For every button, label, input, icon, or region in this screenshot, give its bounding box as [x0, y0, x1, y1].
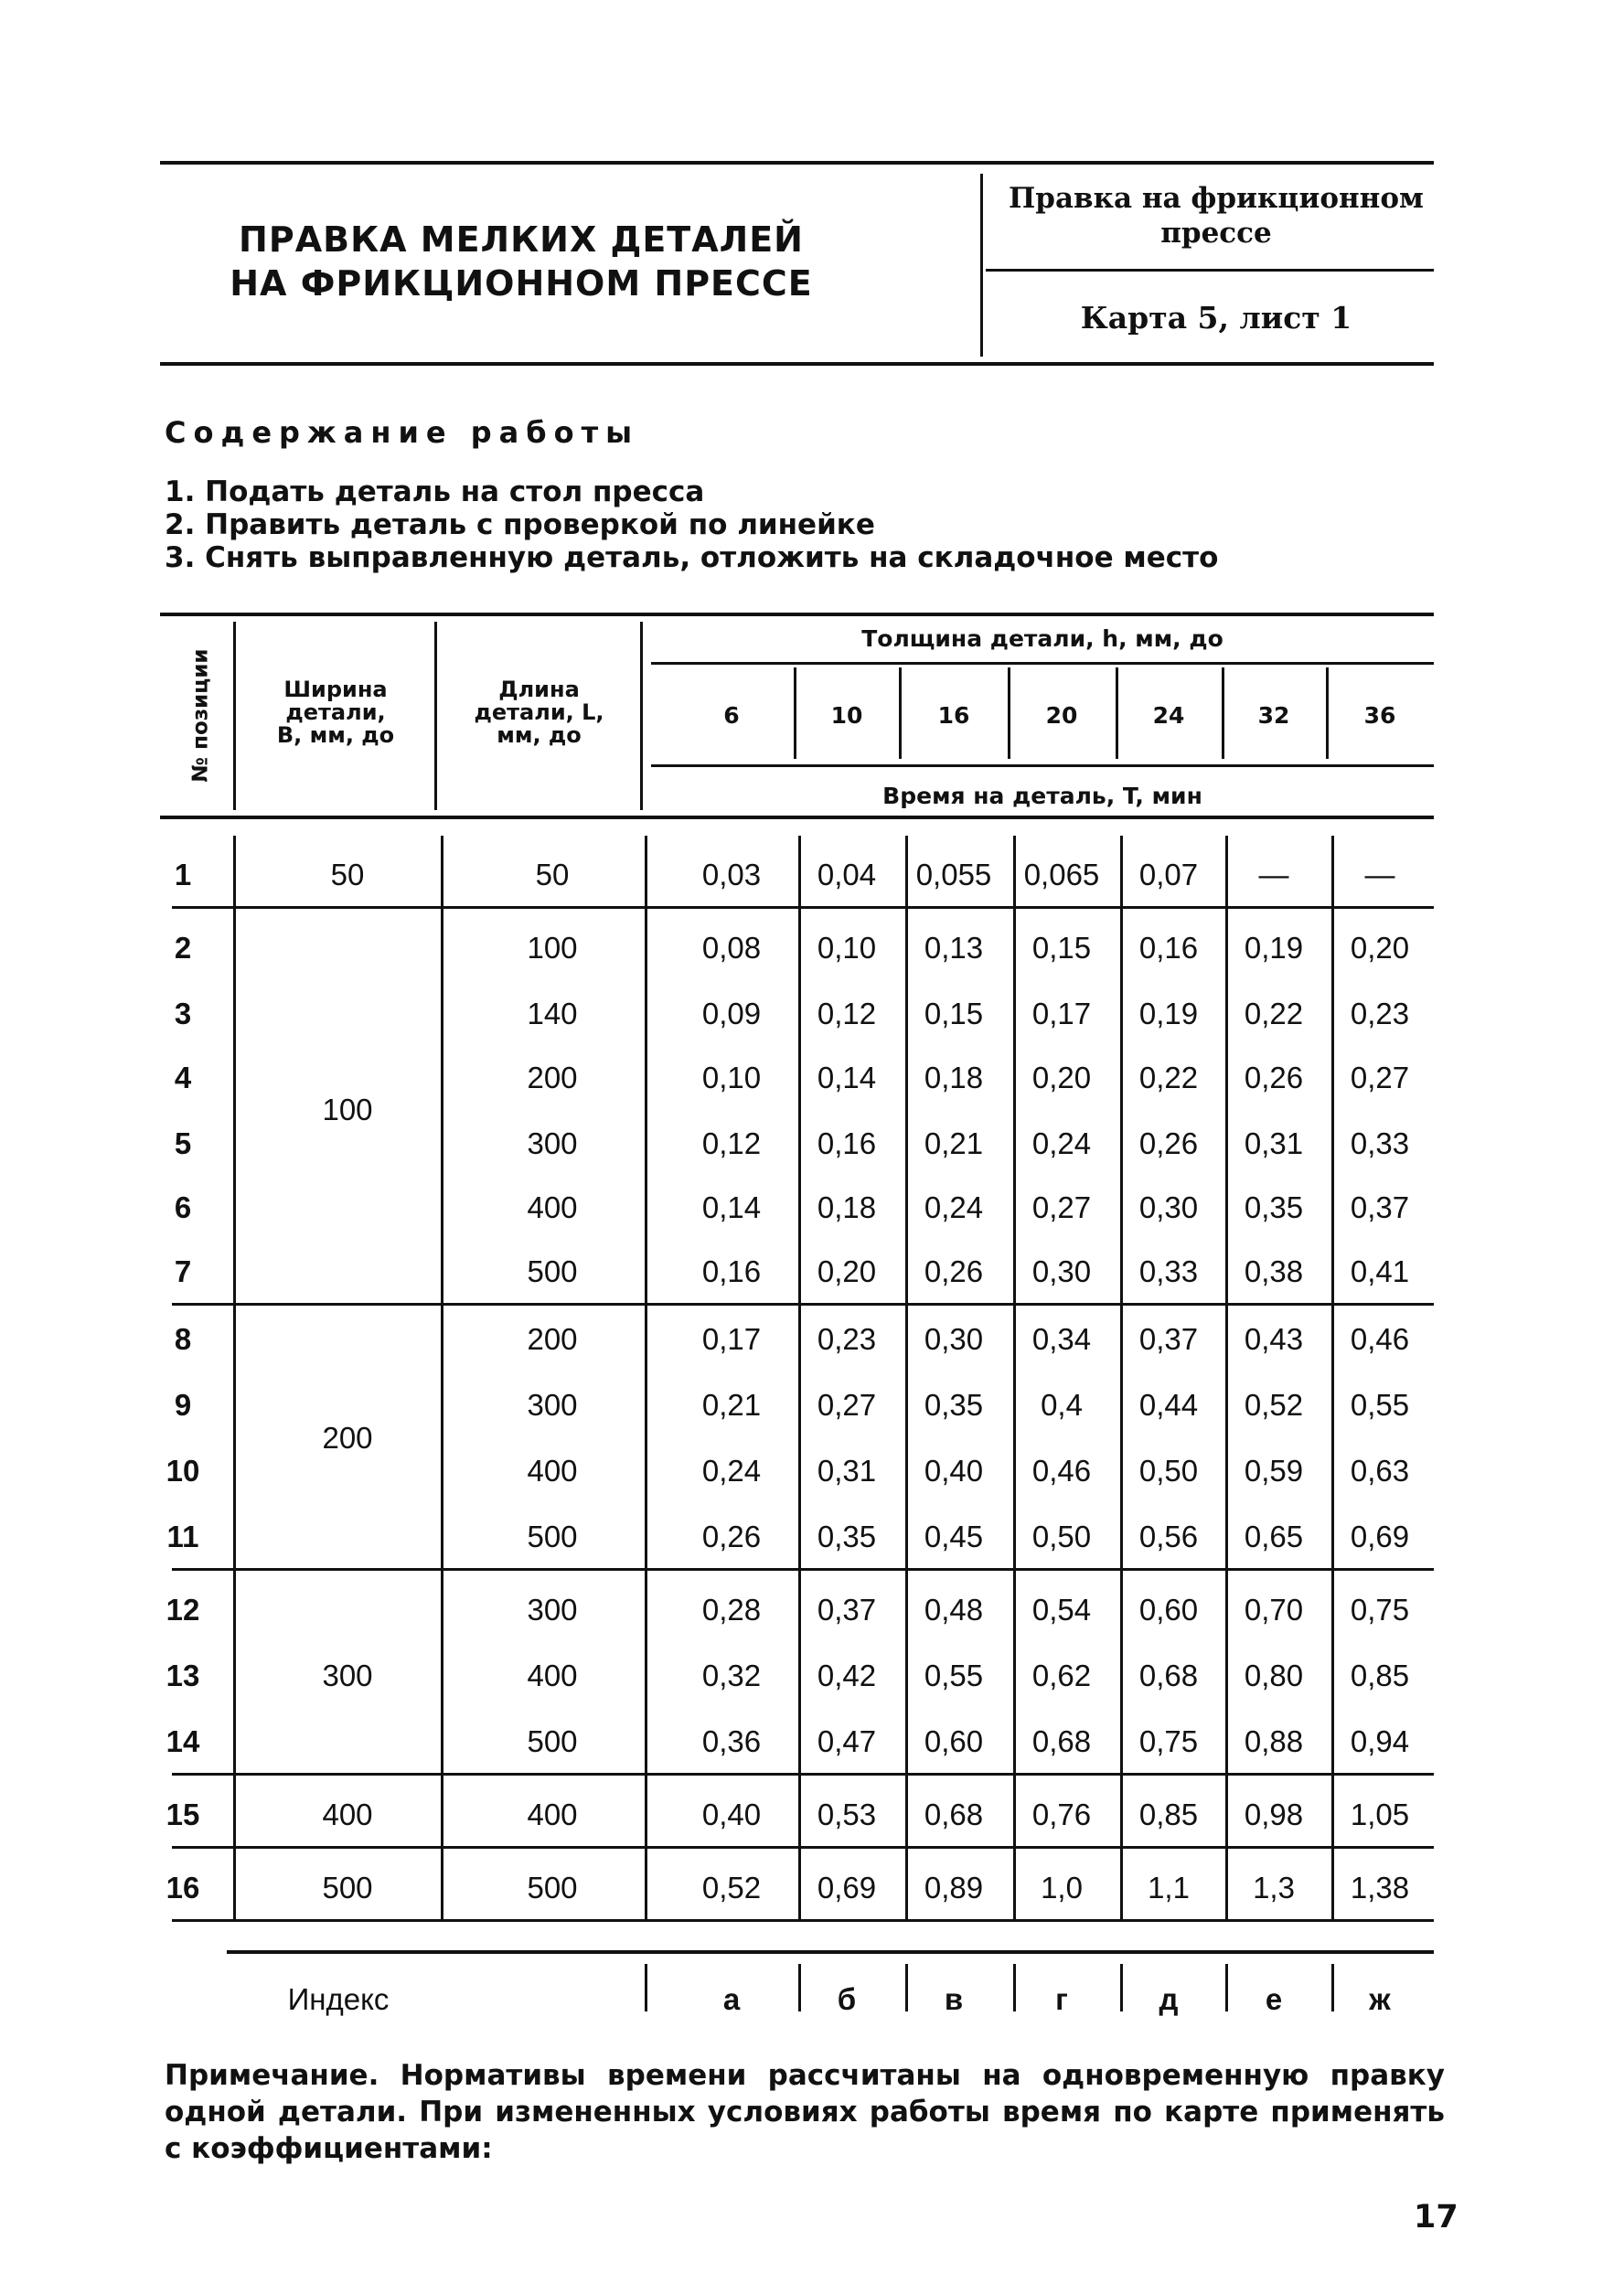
row-length: 200: [527, 1061, 578, 1094]
row-position: 9: [174, 1388, 192, 1422]
group-vline: [1120, 836, 1123, 906]
thickness-rule: [651, 662, 1434, 665]
index-vline: [1120, 1964, 1123, 2011]
table-cell: 0,35: [817, 1520, 877, 1553]
table-cell: 0,98: [1244, 1798, 1304, 1831]
group-vline: [1013, 909, 1016, 1303]
group-vline: [1013, 1300, 1016, 1568]
table-cell: 0,14: [817, 1061, 877, 1094]
table-cell: 0,10: [817, 931, 877, 965]
index-value: в: [944, 1982, 964, 2016]
card-title-line1: Правка на фрикционном: [1009, 182, 1424, 215]
index-label: Индекс: [287, 1982, 390, 2016]
step-3: 3. Снять выправленную деталь, отложить на складочное место: [165, 541, 1219, 574]
table-cell: 0,30: [1031, 1254, 1092, 1288]
table-cell: 0,85: [1138, 1798, 1199, 1831]
group-vline: [645, 909, 647, 1303]
group-vline: [798, 1571, 801, 1773]
table-cell: 0,26: [1138, 1126, 1199, 1160]
thickness-value: 10: [830, 702, 863, 729]
table-cell: 0,37: [1350, 1190, 1410, 1224]
header-top-rule: [160, 161, 1434, 165]
table-cell: 0,03: [701, 858, 762, 891]
table-cell: 1,1: [1148, 1871, 1190, 1905]
group-vline: [233, 1776, 236, 1846]
group-vline: [645, 1571, 647, 1773]
row-position: 6: [174, 1190, 192, 1224]
table-cell: 0,44: [1138, 1388, 1199, 1422]
step-1: 1. Подать деталь на стол пресса: [165, 475, 705, 508]
table-cell: 1,38: [1350, 1871, 1410, 1905]
table-cell: 0,20: [1350, 931, 1410, 965]
table-cell: 0,59: [1244, 1454, 1304, 1488]
group-vline: [645, 1300, 647, 1568]
table-cell: 0,13: [924, 931, 984, 965]
header-bottom-table-rule: [160, 816, 1434, 819]
row-length: 100: [527, 931, 578, 965]
index-vline: [1331, 1964, 1334, 2011]
thickness-value: 6: [723, 702, 740, 729]
table-cell: 0,41: [1350, 1254, 1410, 1288]
table-cell: 0,52: [701, 1871, 762, 1905]
table-cell: 0,46: [1350, 1322, 1410, 1356]
group-vline: [1225, 836, 1228, 906]
table-cell: 0,70: [1244, 1593, 1304, 1627]
table-cell: 0,52: [1244, 1388, 1304, 1422]
group-vline: [645, 836, 647, 906]
table-cell: 0,38: [1244, 1254, 1304, 1288]
table-cell: 0,24: [1031, 1126, 1092, 1160]
table-cell: 0,85: [1350, 1659, 1410, 1692]
row-length: 300: [527, 1126, 578, 1160]
hdr-vline-3: [640, 622, 643, 810]
card-title-line2: прессе: [1160, 217, 1272, 250]
group-vline: [233, 1571, 236, 1773]
index-value: а: [722, 1982, 741, 2016]
group-vline: [645, 1849, 647, 1919]
row-position: 14: [166, 1724, 200, 1758]
row-length: 200: [527, 1322, 578, 1356]
table-cell: 0,30: [1138, 1190, 1199, 1224]
group-rule: [172, 1303, 1434, 1306]
col-width-l2: детали,: [285, 699, 386, 725]
table-cell: 0,27: [1031, 1190, 1092, 1224]
table-cell: 0,18: [817, 1190, 877, 1224]
table-cell: 0,24: [701, 1454, 762, 1488]
group-vline: [233, 909, 236, 1303]
table-cell: 0,69: [817, 1871, 877, 1905]
table-cell: 0,31: [817, 1454, 877, 1488]
row-length: 400: [527, 1454, 578, 1488]
table-cell: 0,50: [1138, 1454, 1199, 1488]
table-cell: 0,35: [924, 1388, 984, 1422]
group-rule: [172, 1568, 1434, 1571]
hdr-vline-2: [434, 622, 437, 810]
index-vline: [1225, 1964, 1228, 2011]
row-position: 7: [174, 1254, 192, 1288]
table-cell: 0,15: [1031, 931, 1092, 965]
table-cell: 0,55: [924, 1659, 984, 1692]
group-rule: [172, 1846, 1434, 1849]
group-vline: [798, 1776, 801, 1846]
group-vline: [645, 1776, 647, 1846]
table-cell: 0,36: [701, 1724, 762, 1758]
table-cell: 0,94: [1350, 1724, 1410, 1758]
row-position: 12: [166, 1593, 200, 1627]
col-length-l3: мм, до: [497, 722, 582, 748]
row-length: 300: [527, 1593, 578, 1627]
table-cell: 0,53: [817, 1798, 877, 1831]
table-cell: 0,20: [1031, 1061, 1092, 1094]
header-divider: [980, 174, 983, 357]
row-length: 500: [527, 1724, 578, 1758]
row-position: 8: [174, 1322, 192, 1356]
table-cell: 0,17: [701, 1322, 762, 1356]
table-cell: 0,32: [701, 1659, 762, 1692]
table-cell: 0,68: [1031, 1724, 1092, 1758]
table-cell: 0,26: [924, 1254, 984, 1288]
table-cell: 0,4: [1041, 1388, 1083, 1422]
group-vline: [905, 1571, 908, 1773]
hdr-vline-6: [1008, 667, 1010, 759]
thickness-value: 36: [1363, 702, 1396, 729]
col-length-l1: Длина: [498, 677, 580, 702]
table-cell: 0,30: [924, 1322, 984, 1356]
group-vline: [1331, 1300, 1334, 1568]
table-cell: 0,26: [701, 1520, 762, 1553]
step-2: 2. Править деталь с проверкой по линейке: [165, 508, 875, 541]
table-cell: 0,35: [1244, 1190, 1304, 1224]
table-cell: 0,08: [701, 931, 762, 965]
group-vline: [1331, 909, 1334, 1303]
hdr-vline-7: [1116, 667, 1118, 759]
index-top-rule: [227, 1950, 1434, 1954]
thickness-value: 32: [1257, 702, 1290, 729]
group-rule: [172, 1919, 1434, 1922]
table-cell: 0,80: [1244, 1659, 1304, 1692]
table-cell: 0,14: [701, 1190, 762, 1224]
group-vline: [441, 1776, 443, 1846]
thickness-value: 20: [1045, 702, 1078, 729]
row-width: 100: [322, 1093, 373, 1126]
group-vline: [1331, 1571, 1334, 1773]
content-heading: Содержание работы: [165, 415, 640, 450]
table-cell: 0,04: [817, 858, 877, 891]
table-cell: 0,50: [1031, 1520, 1092, 1553]
table-cell: 0,56: [1138, 1520, 1199, 1553]
table-cell: 0,75: [1350, 1593, 1410, 1627]
row-width: 200: [322, 1421, 373, 1455]
group-vline: [1013, 1776, 1016, 1846]
table-cell: 0,48: [924, 1593, 984, 1627]
table-cell: 0,34: [1031, 1322, 1092, 1356]
group-vline: [233, 1300, 236, 1568]
table-cell: 0,17: [1031, 997, 1092, 1030]
row-position: 15: [166, 1798, 200, 1831]
page-number: 17: [1414, 2199, 1458, 2235]
group-vline: [1120, 1849, 1123, 1919]
table-cell: 0,40: [701, 1798, 762, 1831]
table-cell: 0,68: [1138, 1659, 1199, 1692]
table-cell: 0,54: [1031, 1593, 1092, 1627]
row-length: 140: [527, 997, 578, 1030]
table-cell: 0,89: [924, 1871, 984, 1905]
header-bottom-rule: [160, 362, 1434, 366]
group-vline: [441, 1571, 443, 1773]
group-vline: [1013, 836, 1016, 906]
group-vline: [1331, 836, 1334, 906]
group-vline: [1225, 1571, 1228, 1773]
hdr-vline-4: [794, 667, 796, 759]
group-vline: [1120, 1776, 1123, 1846]
table-cell: 0,21: [924, 1126, 984, 1160]
table-cell: 0,60: [1138, 1593, 1199, 1627]
index-value: б: [837, 1982, 857, 2016]
group-vline: [441, 836, 443, 906]
table-cell: 0,16: [1138, 931, 1199, 965]
table-top-rule: [160, 613, 1434, 616]
table-cell: 0,19: [1244, 931, 1304, 965]
index-value: ж: [1369, 1982, 1391, 2016]
row-width: 400: [322, 1798, 373, 1831]
table-cell: —: [1364, 858, 1395, 891]
table-cell: 0,27: [1350, 1061, 1410, 1094]
group-vline: [798, 1300, 801, 1568]
index-vline: [645, 1964, 647, 2011]
table-cell: 0,46: [1031, 1454, 1092, 1488]
table-cell: 0,26: [1244, 1061, 1304, 1094]
group-vline: [798, 836, 801, 906]
group-vline: [1225, 909, 1228, 1303]
group-vline: [905, 1849, 908, 1919]
col-width-header: [240, 678, 432, 747]
table-cell: 0,69: [1350, 1520, 1410, 1553]
row-length: 400: [527, 1190, 578, 1224]
table-cell: 0,23: [817, 1322, 877, 1356]
table-cell: 0,24: [924, 1190, 984, 1224]
row-length: 300: [527, 1388, 578, 1422]
table-cell: 0,10: [701, 1061, 762, 1094]
group-vline: [441, 1849, 443, 1919]
hdr-vline-1: [233, 622, 236, 810]
row-length: 500: [527, 1520, 578, 1553]
col-length-header: [441, 678, 637, 747]
table-cell: 0,43: [1244, 1322, 1304, 1356]
table-cell: 0,40: [924, 1454, 984, 1488]
thickness-values-rule: [651, 764, 1434, 767]
group-vline: [905, 909, 908, 1303]
row-width: 500: [322, 1871, 373, 1905]
group-vline: [1120, 1300, 1123, 1568]
row-position: 4: [174, 1061, 192, 1094]
col-position-header: № позиции: [188, 648, 213, 783]
table-cell: 0,12: [701, 1126, 762, 1160]
thickness-header: Толщина детали, h, мм, до: [861, 625, 1223, 652]
table-cell: 0,75: [1138, 1724, 1199, 1758]
group-vline: [798, 909, 801, 1303]
table-cell: 0,16: [701, 1254, 762, 1288]
hdr-vline-9: [1326, 667, 1329, 759]
page-title: [165, 218, 878, 305]
row-width: 300: [322, 1659, 373, 1692]
row-length: 50: [535, 858, 570, 891]
table-cell: 0,31: [1244, 1126, 1304, 1160]
table-cell: 0,47: [817, 1724, 877, 1758]
row-length: 500: [527, 1254, 578, 1288]
col-length-l2: детали, L,: [474, 699, 604, 725]
note: Примечание. Нормативы времени рассчитаны на одновременную правку одной детали. При измененных условиях работы время по карте применять с коэффициентами:: [165, 2059, 1445, 2165]
row-length: 400: [527, 1659, 578, 1692]
group-vline: [441, 1300, 443, 1568]
table-cell: 0,88: [1244, 1724, 1304, 1758]
table-cell: 0,22: [1244, 997, 1304, 1030]
table-cell: 0,16: [817, 1126, 877, 1160]
row-position: 5: [174, 1126, 192, 1160]
group-vline: [1331, 1776, 1334, 1846]
table-cell: 0,37: [817, 1593, 877, 1627]
table-cell: —: [1258, 858, 1289, 891]
table-cell: 0,09: [701, 997, 762, 1030]
group-vline: [1120, 1571, 1123, 1773]
row-position: 3: [174, 997, 192, 1030]
table-cell: 0,21: [701, 1388, 762, 1422]
table-cell: 0,27: [817, 1388, 877, 1422]
index-value: д: [1159, 1982, 1179, 2016]
col-width-l3: B, мм, до: [276, 722, 395, 748]
table-cell: 0,45: [924, 1520, 984, 1553]
index-vline: [905, 1964, 908, 2011]
group-vline: [1225, 1300, 1228, 1568]
group-vline: [233, 836, 236, 906]
time-header: Время на деталь, T, мин: [882, 783, 1202, 809]
group-vline: [905, 836, 908, 906]
table-cell: 1,3: [1253, 1871, 1295, 1905]
table-cell: 0,63: [1350, 1454, 1410, 1488]
table-cell: 0,28: [701, 1593, 762, 1627]
table-cell: 0,76: [1031, 1798, 1092, 1831]
group-vline: [1225, 1849, 1228, 1919]
table-cell: 1,05: [1350, 1798, 1410, 1831]
group-vline: [905, 1776, 908, 1846]
row-position: 2: [174, 931, 192, 965]
card-title: [992, 181, 1440, 251]
row-position: 10: [166, 1454, 200, 1488]
table-cell: 0,19: [1138, 997, 1199, 1030]
table-cell: 0,68: [924, 1798, 984, 1831]
group-vline: [1331, 1849, 1334, 1919]
table-cell: 0,42: [817, 1659, 877, 1692]
row-width: 50: [330, 858, 365, 891]
table-cell: 0,065: [1023, 858, 1100, 891]
group-vline: [233, 1849, 236, 1919]
row-position: 1: [174, 858, 192, 891]
table-cell: 1,0: [1041, 1871, 1083, 1905]
group-vline: [441, 909, 443, 1303]
thickness-value: 16: [937, 702, 970, 729]
row-length: 500: [527, 1871, 578, 1905]
index-value: е: [1265, 1982, 1283, 2016]
table-cell: 0,055: [915, 858, 992, 891]
group-vline: [1120, 909, 1123, 1303]
table-cell: 0,62: [1031, 1659, 1092, 1692]
group-vline: [798, 1849, 801, 1919]
group-vline: [1013, 1571, 1016, 1773]
table-cell: 0,22: [1138, 1061, 1199, 1094]
header-card-rule: [986, 269, 1434, 272]
index-value: г: [1055, 1982, 1068, 2016]
group-vline: [1225, 1776, 1228, 1846]
hdr-vline-5: [899, 667, 902, 759]
hdr-vline-8: [1222, 667, 1224, 759]
table-cell: 0,15: [924, 997, 984, 1030]
table-cell: 0,23: [1350, 997, 1410, 1030]
table-cell: 0,55: [1350, 1388, 1410, 1422]
table-cell: 0,60: [924, 1724, 984, 1758]
table-cell: 0,18: [924, 1061, 984, 1094]
table-cell: 0,20: [817, 1254, 877, 1288]
table-cell: 0,12: [817, 997, 877, 1030]
group-rule: [172, 906, 1434, 909]
index-vline: [1013, 1964, 1016, 2011]
thickness-value: 24: [1152, 702, 1185, 729]
page-title-line2: НА ФРИКЦИОННОМ ПРЕССЕ: [230, 263, 813, 304]
row-position: 13: [166, 1659, 200, 1692]
table-cell: 0,07: [1138, 858, 1199, 891]
index-vline: [798, 1964, 801, 2011]
page-title-line1: ПРАВКА МЕЛКИХ ДЕТАЛЕЙ: [239, 219, 804, 260]
card-sheet: Карта 5, лист 1: [1080, 300, 1352, 336]
row-position: 16: [166, 1871, 200, 1905]
row-length: 400: [527, 1798, 578, 1831]
table-cell: 0,33: [1138, 1254, 1199, 1288]
col-width-l1: Ширина: [283, 677, 388, 702]
group-vline: [905, 1300, 908, 1568]
table-cell: 0,37: [1138, 1322, 1199, 1356]
table-cell: 0,33: [1350, 1126, 1410, 1160]
row-position: 11: [166, 1520, 199, 1553]
table-cell: 0,65: [1244, 1520, 1304, 1553]
group-vline: [1013, 1849, 1016, 1919]
group-rule: [172, 1773, 1434, 1776]
